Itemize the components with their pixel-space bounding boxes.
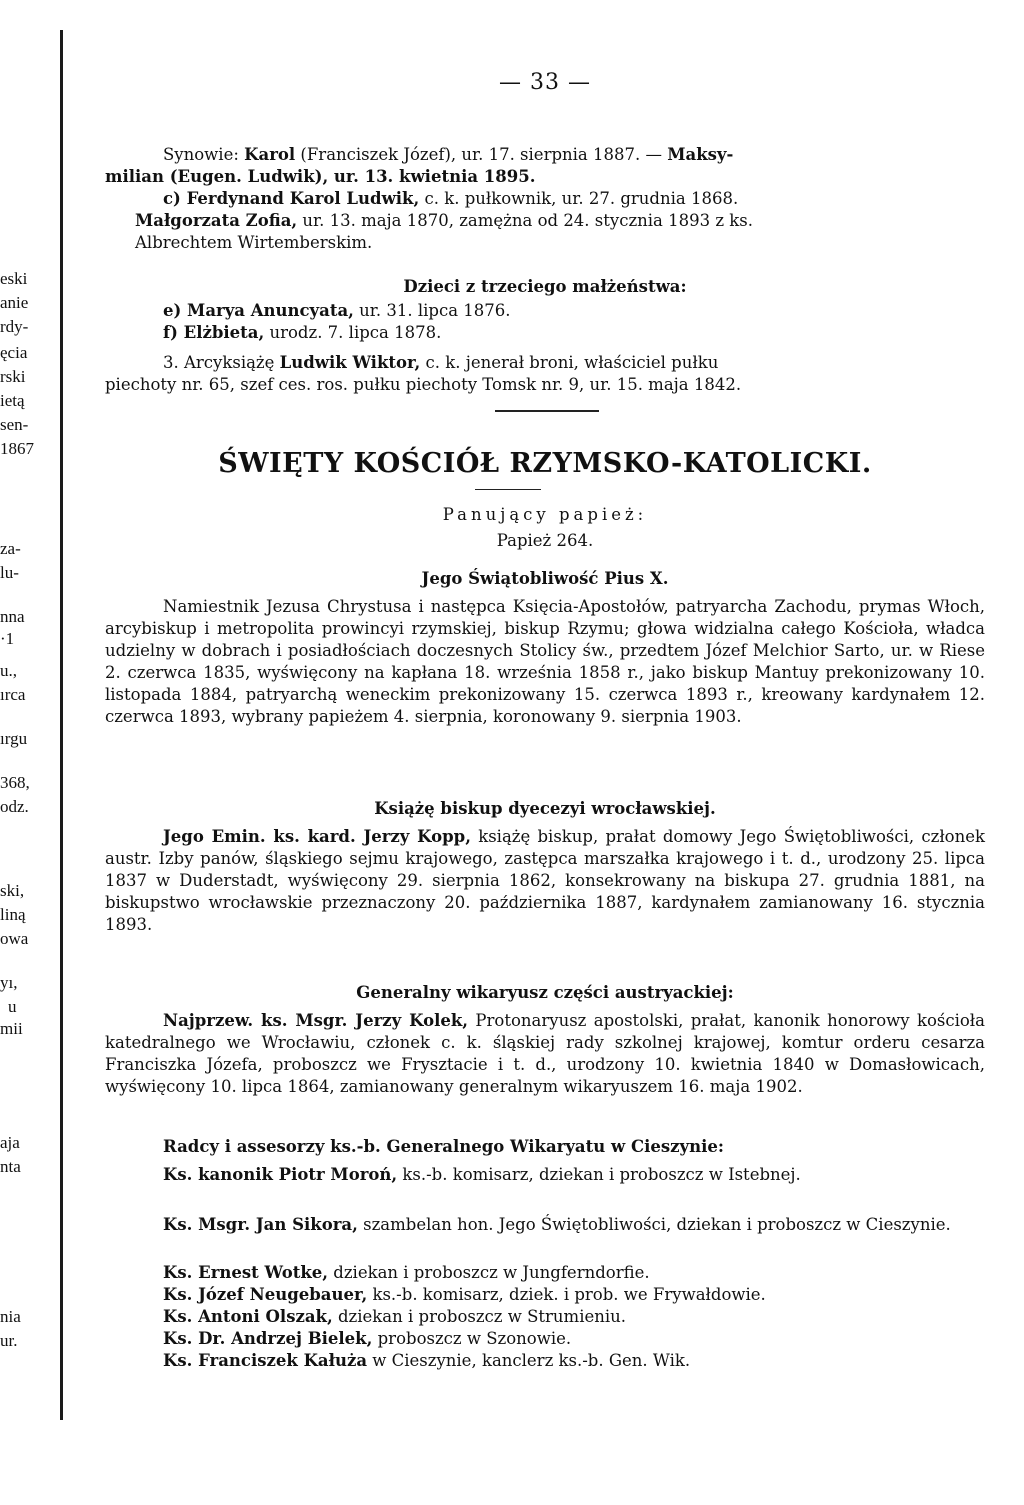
gutter-fragment: ski, xyxy=(0,881,25,900)
gutter-fragment: nia xyxy=(0,1307,21,1326)
radca-name: Ks. Antoni Olszak, xyxy=(163,1307,333,1326)
malgorzata-line2: Albrechtem Wirtemberskim. xyxy=(135,233,373,252)
gutter-fragment: yı, xyxy=(0,973,18,992)
elzbieta-line xyxy=(105,322,985,344)
gutter-fragment: 368, xyxy=(0,773,30,792)
gutter-fragment: rdy- xyxy=(0,317,29,336)
radca-text: ks.-b. komisarz, dziek. i prob. we Frywałdowie. xyxy=(372,1285,766,1304)
radca-entry xyxy=(105,1284,985,1306)
pius-paragraph: Namiestnik Jezusa Chrystusa i następca Księcia-Apostołów, patryarcha Zachodu, prymas Włoch, arcybiskup i metropolita prowincyi rzymskiej, biskup Rzymu; głowa widzialna całego Kościoła, władca udzielny w dobrach i posiadłościach doczesnych Stolicy św., przedtem Józef Melchior Sarto, ur. w Riese 2. czerwca 1835, wyświęcony na kapłana 18. września 1858 r., jako biskup Mantuy prekonizowany 10. listopada 1884, patryarchą weneckim prekonizowany 15. czerwca 1893 r., kreowany kardynałem 12. czerwca 1893, wybrany papieżem 4. sierpnia, koronowany 9. sierpnia 1903. xyxy=(105,597,985,726)
page-fold-line xyxy=(60,30,63,1420)
generalny-heading: Generalny wikaryusz części austryackiej: xyxy=(356,983,734,1002)
gutter-fragment: lu- xyxy=(0,563,19,582)
gutter-fragment: mii xyxy=(0,1019,23,1038)
malgorzata-name: Małgorzata Zofia, xyxy=(135,211,298,230)
ferdynand-name: c) Ferdynand Karol Ludwik, xyxy=(163,189,420,208)
radcy-heading: Radcy i assesorzy ks.-b. Generalnego Wikaryatu w Cieszynie: xyxy=(163,1137,724,1156)
marya-name: e) Marya Anuncyata, xyxy=(163,301,354,320)
page-number: — 33 — xyxy=(499,70,591,95)
radca-name: Ks. Franciszek Kałuża xyxy=(163,1351,368,1370)
malgorzata-paragraph xyxy=(135,210,985,254)
papiez-number: Papież 264. xyxy=(496,531,594,550)
malgorzata-text: ur. 13. maja 1870, zamężna od 24. stycznia 1893 z ks. xyxy=(302,211,754,230)
panujacy-label: Panujący papież: xyxy=(442,505,648,524)
gutter-fragment: rski xyxy=(0,367,26,386)
gutter-fragment: ırca xyxy=(0,685,26,704)
facing-page-fragments xyxy=(0,0,62,1505)
karol-name: Karol xyxy=(244,145,296,164)
radca-entry xyxy=(105,1350,985,1372)
gutter-fragment: sen- xyxy=(0,415,29,434)
ludwik-name: Ludwik Wiktor, xyxy=(279,353,421,372)
maksymilian-name: Maksy- xyxy=(667,145,734,164)
gutter-fragment: ırgu xyxy=(0,729,28,748)
synowie-line2: milian (Eugen. Ludwik), ur. 13. kwietnia 1895. xyxy=(105,167,536,186)
section-title: ŚWIĘTY KOŚCIÓŁ RZYMSKO-KATOLICKI. xyxy=(218,448,872,479)
radca-text: dziekan i proboszcz w Strumieniu. xyxy=(337,1307,627,1326)
gutter-fragment: ur. xyxy=(0,1331,18,1350)
gutter-fragment: odz. xyxy=(0,797,29,816)
ferdynand-text: c. k. pułkownik, ur. 27. grudnia 1868. xyxy=(424,189,739,208)
ludwik-line2: piechoty nr. 65, szef ces. ros. pułku piechoty Tomsk nr. 9, ur. 15. maja 1842. xyxy=(105,375,742,394)
ludwik-paragraph xyxy=(105,352,985,396)
gutter-fragment: u., xyxy=(0,661,17,680)
synowie-paragraph xyxy=(105,144,985,188)
gutter-fragment: ietą xyxy=(0,391,25,410)
radca-entry xyxy=(105,1328,985,1350)
gutter-fragment: nna xyxy=(0,607,25,626)
section-divider xyxy=(495,410,599,412)
radca-text: dziekan i proboszcz w Jungferndorfie. xyxy=(333,1263,650,1282)
gutter-fragment: ·1 xyxy=(0,629,15,648)
radca-text: ks.-b. komisarz, dziekan i proboszcz w Istebnej. xyxy=(402,1165,801,1184)
ludwik-prefix: 3. Arcyksiążę xyxy=(163,353,275,372)
synowie-label: Synowie: xyxy=(163,145,239,164)
marya-line xyxy=(105,300,985,322)
gutter-fragment: eski xyxy=(0,269,28,288)
radca-entry xyxy=(105,1164,985,1186)
gutter-fragment: aja xyxy=(0,1133,20,1152)
ksiaze-heading: Książę biskup dyecezyi wrocławskiej. xyxy=(374,799,716,818)
radca-name: Ks. Dr. Andrzej Bielek, xyxy=(163,1329,373,1348)
gutter-fragment: u xyxy=(8,997,17,1016)
radca-name: Ks. Józef Neugebauer, xyxy=(163,1285,368,1304)
gutter-fragment: liną xyxy=(0,905,26,924)
radca-entry xyxy=(105,1306,985,1328)
radca-entry xyxy=(105,1214,985,1236)
kopp-text: książę biskup, prałat domowy Jego Świętobliwości, członek austr. Izby panów, śląskiego sejmu krajowego, zastępca marszałka krajowego i t. d., urodzony 25. lipca 1837 w Duderstadt, wyświęcony 29. sierpnia 1862, konsekrowany na biskupa 27. grudnia 1881, na biskupstwo wrocławskie przeznaczony 20. października 1887, kardynałem zamianowany 16. stycznia 1893. xyxy=(105,827,986,934)
radca-text: proboszcz w Szonowie. xyxy=(377,1329,572,1348)
title-underline xyxy=(475,489,541,490)
gutter-fragment: za- xyxy=(0,539,21,558)
gutter-fragment: ęcia xyxy=(0,343,28,362)
kolek-name: Najprzew. ks. Msgr. Jerzy Kolek, xyxy=(163,1011,469,1030)
gutter-fragment: anie xyxy=(0,293,29,312)
kolek-paragraph xyxy=(105,1010,985,1098)
kopp-paragraph xyxy=(105,826,985,936)
dzieci-heading: Dzieci z trzeciego małżeństwa: xyxy=(403,277,687,296)
kopp-name: Jego Emin. ks. kard. Jerzy Kopp, xyxy=(163,827,471,846)
elzbieta-name: f) Elżbieta, xyxy=(163,323,265,342)
gutter-fragment: owa xyxy=(0,929,29,948)
ludwik-text: c. k. jenerał broni, właściciel pułku xyxy=(425,353,719,372)
radca-entry xyxy=(105,1262,985,1284)
radca-name: Ks. Ernest Wotke, xyxy=(163,1263,329,1282)
pius-heading: Jego Świątobliwość Pius X. xyxy=(421,569,669,588)
gutter-fragment: 1867 xyxy=(0,439,34,458)
radca-text: szambelan hon. Jego Świętobliwości, dziekan i proboszcz w Cieszynie. xyxy=(363,1215,951,1234)
radca-text: w Cieszynie, kanclerz ks.-b. Gen. Wik. xyxy=(372,1351,691,1370)
gutter-fragment: nta xyxy=(0,1157,21,1176)
marya-text: ur. 31. lipca 1876. xyxy=(359,301,511,320)
radca-name: Ks. Msgr. Jan Sikora, xyxy=(163,1215,358,1234)
kolek-text: Protonaryusz apostolski, prałat, kanonik honorowy kościoła katedralnego we Wrocławiu, członek c. k. śląskiej rady szkolnej krajowej, komtur orderu cesarza Franciszka Józefa, proboszcz we Frysztacie i t. d., urodzony 10. kwietnia 1840 w Domasłowicach, wyświęcony 10. lipca 1864, zamianowany generalnym wikaryuszem 16. maja 1902. xyxy=(105,1011,985,1096)
synowie-line1: (Franciszek Józef), ur. 17. sierpnia 1887. — xyxy=(300,145,662,164)
ferdynand-line xyxy=(105,188,985,210)
elzbieta-text: urodz. 7. lipca 1878. xyxy=(269,323,442,342)
radca-name: Ks. kanonik Piotr Moroń, xyxy=(163,1165,398,1184)
